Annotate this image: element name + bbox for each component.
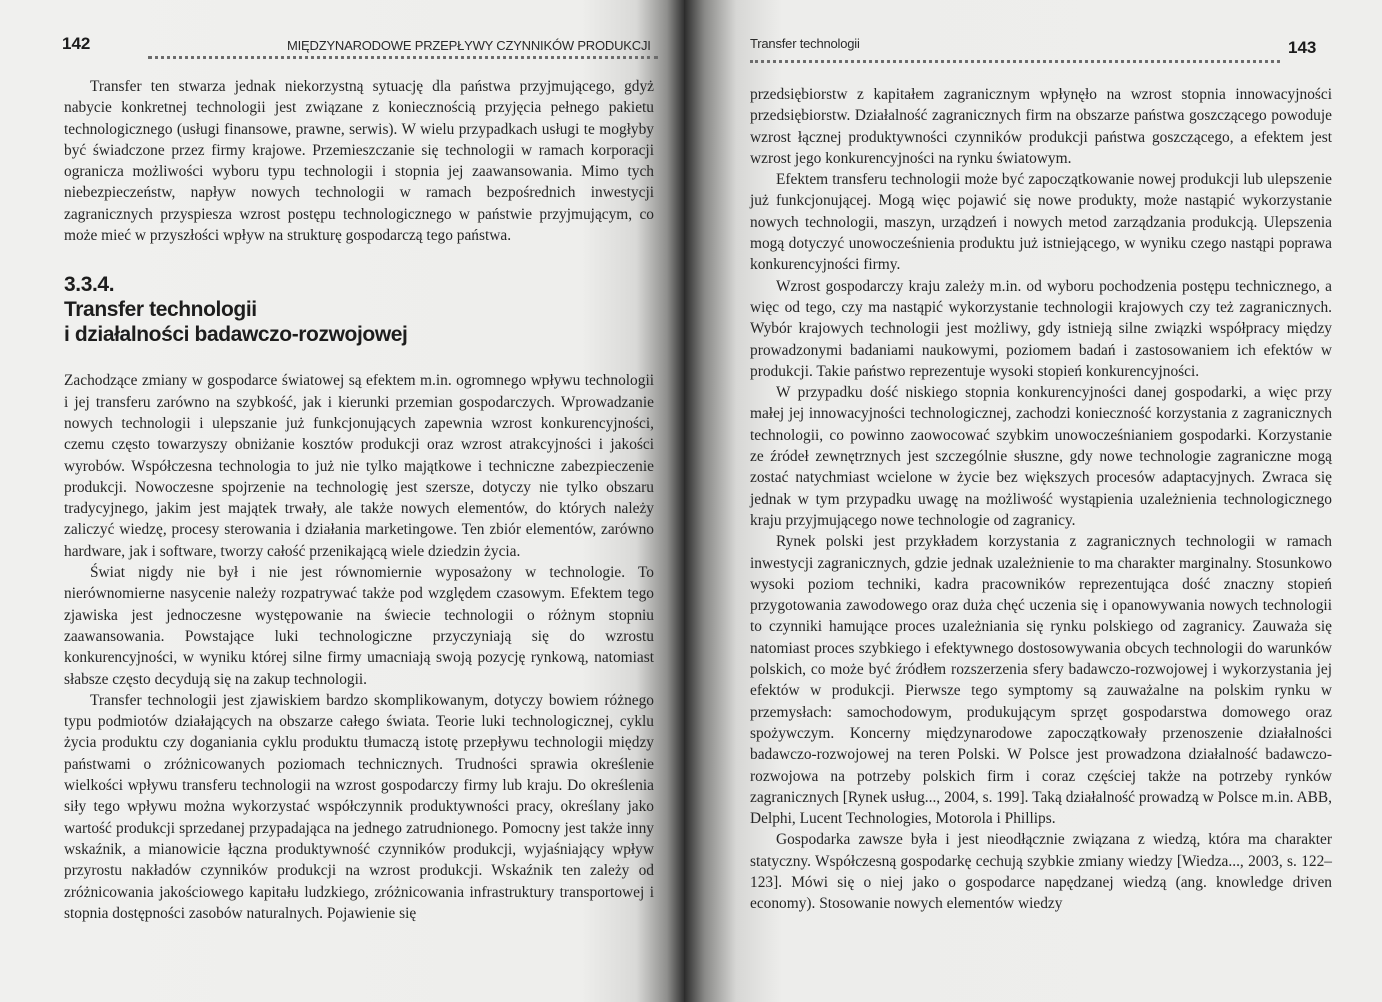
left-paragraph-3: Świat nigdy nie był i nie jest równomiernie wyposażony w technologie. To nierównomierne nasycenie należy rozpatrywać także pod względem czasowym. Efektem tego zjawiska jest jednoczesne występowanie na świecie technologii o różnym stopniu zaawansowania. Powstające luki technologiczne przyczyniają się do wzrostu konkurencyjności, w wyniku której silne firmy umacniają swoją pozycję rynkową, natomiast słabsze często decydują się na zakup technologii. (64, 564, 654, 688)
left-page (0, 0, 684, 1002)
right-paragraph-1: przedsiębiorstw z kapitałem zagranicznym wpłynęło na wzrost stopnia innowacyjności przedsiębiorstw. Działalność zagranicznych firm na obszarze państwa goszczącego powoduje wzrost łącznej produktywności czynników produkcji państwa goszczącego, a efektem jest wzrost jego konkurencyjności na rynku światowym. (750, 86, 1332, 167)
section-heading (64, 272, 654, 347)
right-header-rule (750, 60, 1280, 63)
right-running-title: Transfer technologii (750, 36, 860, 51)
right-paragraph-2: Efektem transferu technologii może być zapoczątkowanie nowej produkcji lub ulepszenie już funkcjonującej. Mogą więc pojawić się nowe produkty, może nastąpić wykorzystanie nowych technologii, maszyn, urządzeń i nowych metod zarządzania produkcją. Ulepszenia mogą dotyczyć unowocześnienia produktu już istniejącego, w wyniku czego nastąpi poprawa konkurencyjności firmy. (750, 171, 1332, 274)
right-body-text (750, 84, 1332, 915)
left-page-number: 142 (62, 34, 91, 53)
left-running-title: MIĘDZYNARODOWE PRZEPŁYWY CZYNNIKÓW PRODUKCJI (287, 38, 651, 53)
right-paragraph-3: Wzrost gospodarczy kraju zależy m.in. od wyboru pochodzenia postępu technicznego, a więc od tego, czy ma nastąpić wykorzystanie technologii krajowych czy też zagranicznych. Wybór krajowych technologii jest możliwy, gdy istnieją silne związki współpracy między prowadzonymi badaniami naukowymi, poziomem badań i zastosowaniem ich efektów w produkcji. Takie państwo reprezentuje wysoki stopień konkurencyjności. (750, 277, 1332, 380)
left-paragraph-2: Zachodzące zmiany w gospodarce światowej są efektem m.in. ogromnego wpływu technologii i jej transferu zarówno na szybkość, jak i kierunki przemian gospodarczych. Wprowadzanie nowych technologii i ulepszanie już funkcjonujących zapewnia wzrost konkurencyjności, czemu często towarzyszy obniżanie kosztów produkcji oraz wzrost atrakcyjności i jakości wyrobów. Współczesna technologia to już nie tylko majątkowe i techniczne zabezpieczenie produkcji. Nowoczesne spojrzenie na technologię jest szersze, dotyczy nie tylko obszaru tradycyjnego, jakim jest majątek trwały, ale także nowych elementów, do których należy zaliczyć wiedzę, procesy sterowania i działania marketingowe. Ten zbiór elementów, zarówno hardware, jak i software, tworzy całość przenikającą wiele dziedzin życia. (64, 372, 654, 560)
left-header-rule (148, 56, 658, 59)
section-heading-line-1 (64, 272, 654, 322)
right-page-number: 143 (1288, 38, 1317, 57)
section-title-part-1: Transfer technologii (64, 298, 257, 322)
right-paragraph-6: Gospodarka zawsze była i jest nieodłącznie związana z wiedzą, która ma charakter statyczny. Współczesną gospodarkę cechują szybkie zmiany wiedzy [Wiedza..., 2003, s. 122–123]. Mówi się o niej jako o gospodarce napędzanej wiedzą (ang. knowledge driven economy). Stosowanie nowych elementów wiedzy (750, 831, 1332, 913)
left-paragraph-4: Transfer technologii jest zjawiskiem bardzo skomplikowanym, dotyczy bowiem różnego typu podmiotów działających na obszarze całego świata. Teorie luki technologicznej, cyklu życia produktu czy doganiania cyklu produktu tłumaczą istotę przepływu technologii między państwami o zróżnicowanych poziomach technicznych. Trudności sprawia określenie wielkości wpływu transferu technologii na wzrost gospodarczy firmy lub kraju. Do określenia siły tego wpływu można wykorzystać współczynnik produktywności pracy, określany jako wartość produkcji sprzedanej przypadająca na jednego zatrudnionego. Pomocny jest także inny wskaźnik, a mianowicie łączna produktywność czynników produkcji, wyjaśniający wpływ przyrostu nakładów czynników produkcji na wzrost produkcji. Wskaźnik ten zależy od zróżnicowania jakościowego kapitału ludzkiego, zróżnicowania infrastruktury transportowej i stopnia dostępności zasobów naturalnych. Pojawienie się (64, 691, 654, 922)
section-number: 3.3.4. (64, 273, 115, 297)
right-paragraph-4: W przypadku dość niskiego stopnia konkurencyjności danej gospodarki, a więc przy małej jej innowacyjności technologicznej, zachodzi konieczność korzystania z zagranicznych technologii, co powinno zaowocować szybkim unowocześnianiem gospodarki. Korzystanie ze źródeł zewnętrznych jest szczególnie słuszne, gdy nowe technologie zagraniczne mogą zostać natychmiast wcielone w życie bez większych procesów adaptacyjnych. Zwraca się jednak w tym przypadku uwagę na możliwość wystąpienia uzależnienia technologicznego kraju przyjmującego nowe technologie od zagranicy. (750, 384, 1332, 529)
right-paragraph-5: Rynek polski jest przykładem korzystania z zagranicznych technologii w ramach inwestycji zagranicznych, gdzie jednak uzależnienie to ma charakter marginalny. Stosunkowo wysoki poziom techniki, kadra pracowników reprezentująca dość znaczny stopień przygotowania zawodowego oraz duża chęć uczenia się i opanowywania nowych technologii to czynniki hamujące proces uzależniania się rynku polskiego od zagranicy. Zauważa się natomiast proces szybkiego i efektywnego dostosowywania obcych technologii do warunków polskich, co może być źródłem rozszerzenia sfery badawczo-rozwojowej i wykorzystania jej efektów w produkcji. Pierwsze tego symptomy są zauważalne na polskim rynku w przemysłach: samochodowym, produkującym sprzęt gospodarstwa domowego oraz spożywczym. Koncerny międzynarodowe zapoczątkowały przenoszenie działalności badawczo-rozwojowej na teren Polski. W Polsce jest prowadzona działalność badawczo-rozwojowa na potrzeby polskich firm i coraz częściej także na potrzeby rynków zagranicznych [Rynek usług..., 2004, s. 199]. Taką działalność prowadzą w Polsce m.in. ABB, Delphi, Lucent Technologies, Motorola i Phillips. (750, 533, 1332, 828)
section-title-part-2: i działalności badawczo-rozwojowej (64, 323, 408, 347)
left-body-text (64, 76, 654, 924)
right-page (684, 0, 1382, 1002)
left-paragraph-1: Transfer ten stwarza jednak niekorzystną sytuację dla państwa przyjmującego, gdyż nabycie konkretnej technologii jest związane z koniecznością przyjęcia pełnego pakietu technologicznego (usługi finansowe, prawne, serwis). W wielu przypadkach usługi te mogłyby być świadczone przez firmy krajowe. Przemieszczanie się technologii w ramach korporacji ogranicza możliwości wyboru typu technologii i stopnia jej zaawansowania. Mimo tych niebezpieczeństw, napływ nowych technologii w ramach bezpośrednich inwestycji zagranicznych przyspiesza wzrost postępu technologicznego w państwie przyjmującym, co może mieć w przyszłości wpływ na strukturę gospodarczą tego państwa. (64, 78, 654, 245)
